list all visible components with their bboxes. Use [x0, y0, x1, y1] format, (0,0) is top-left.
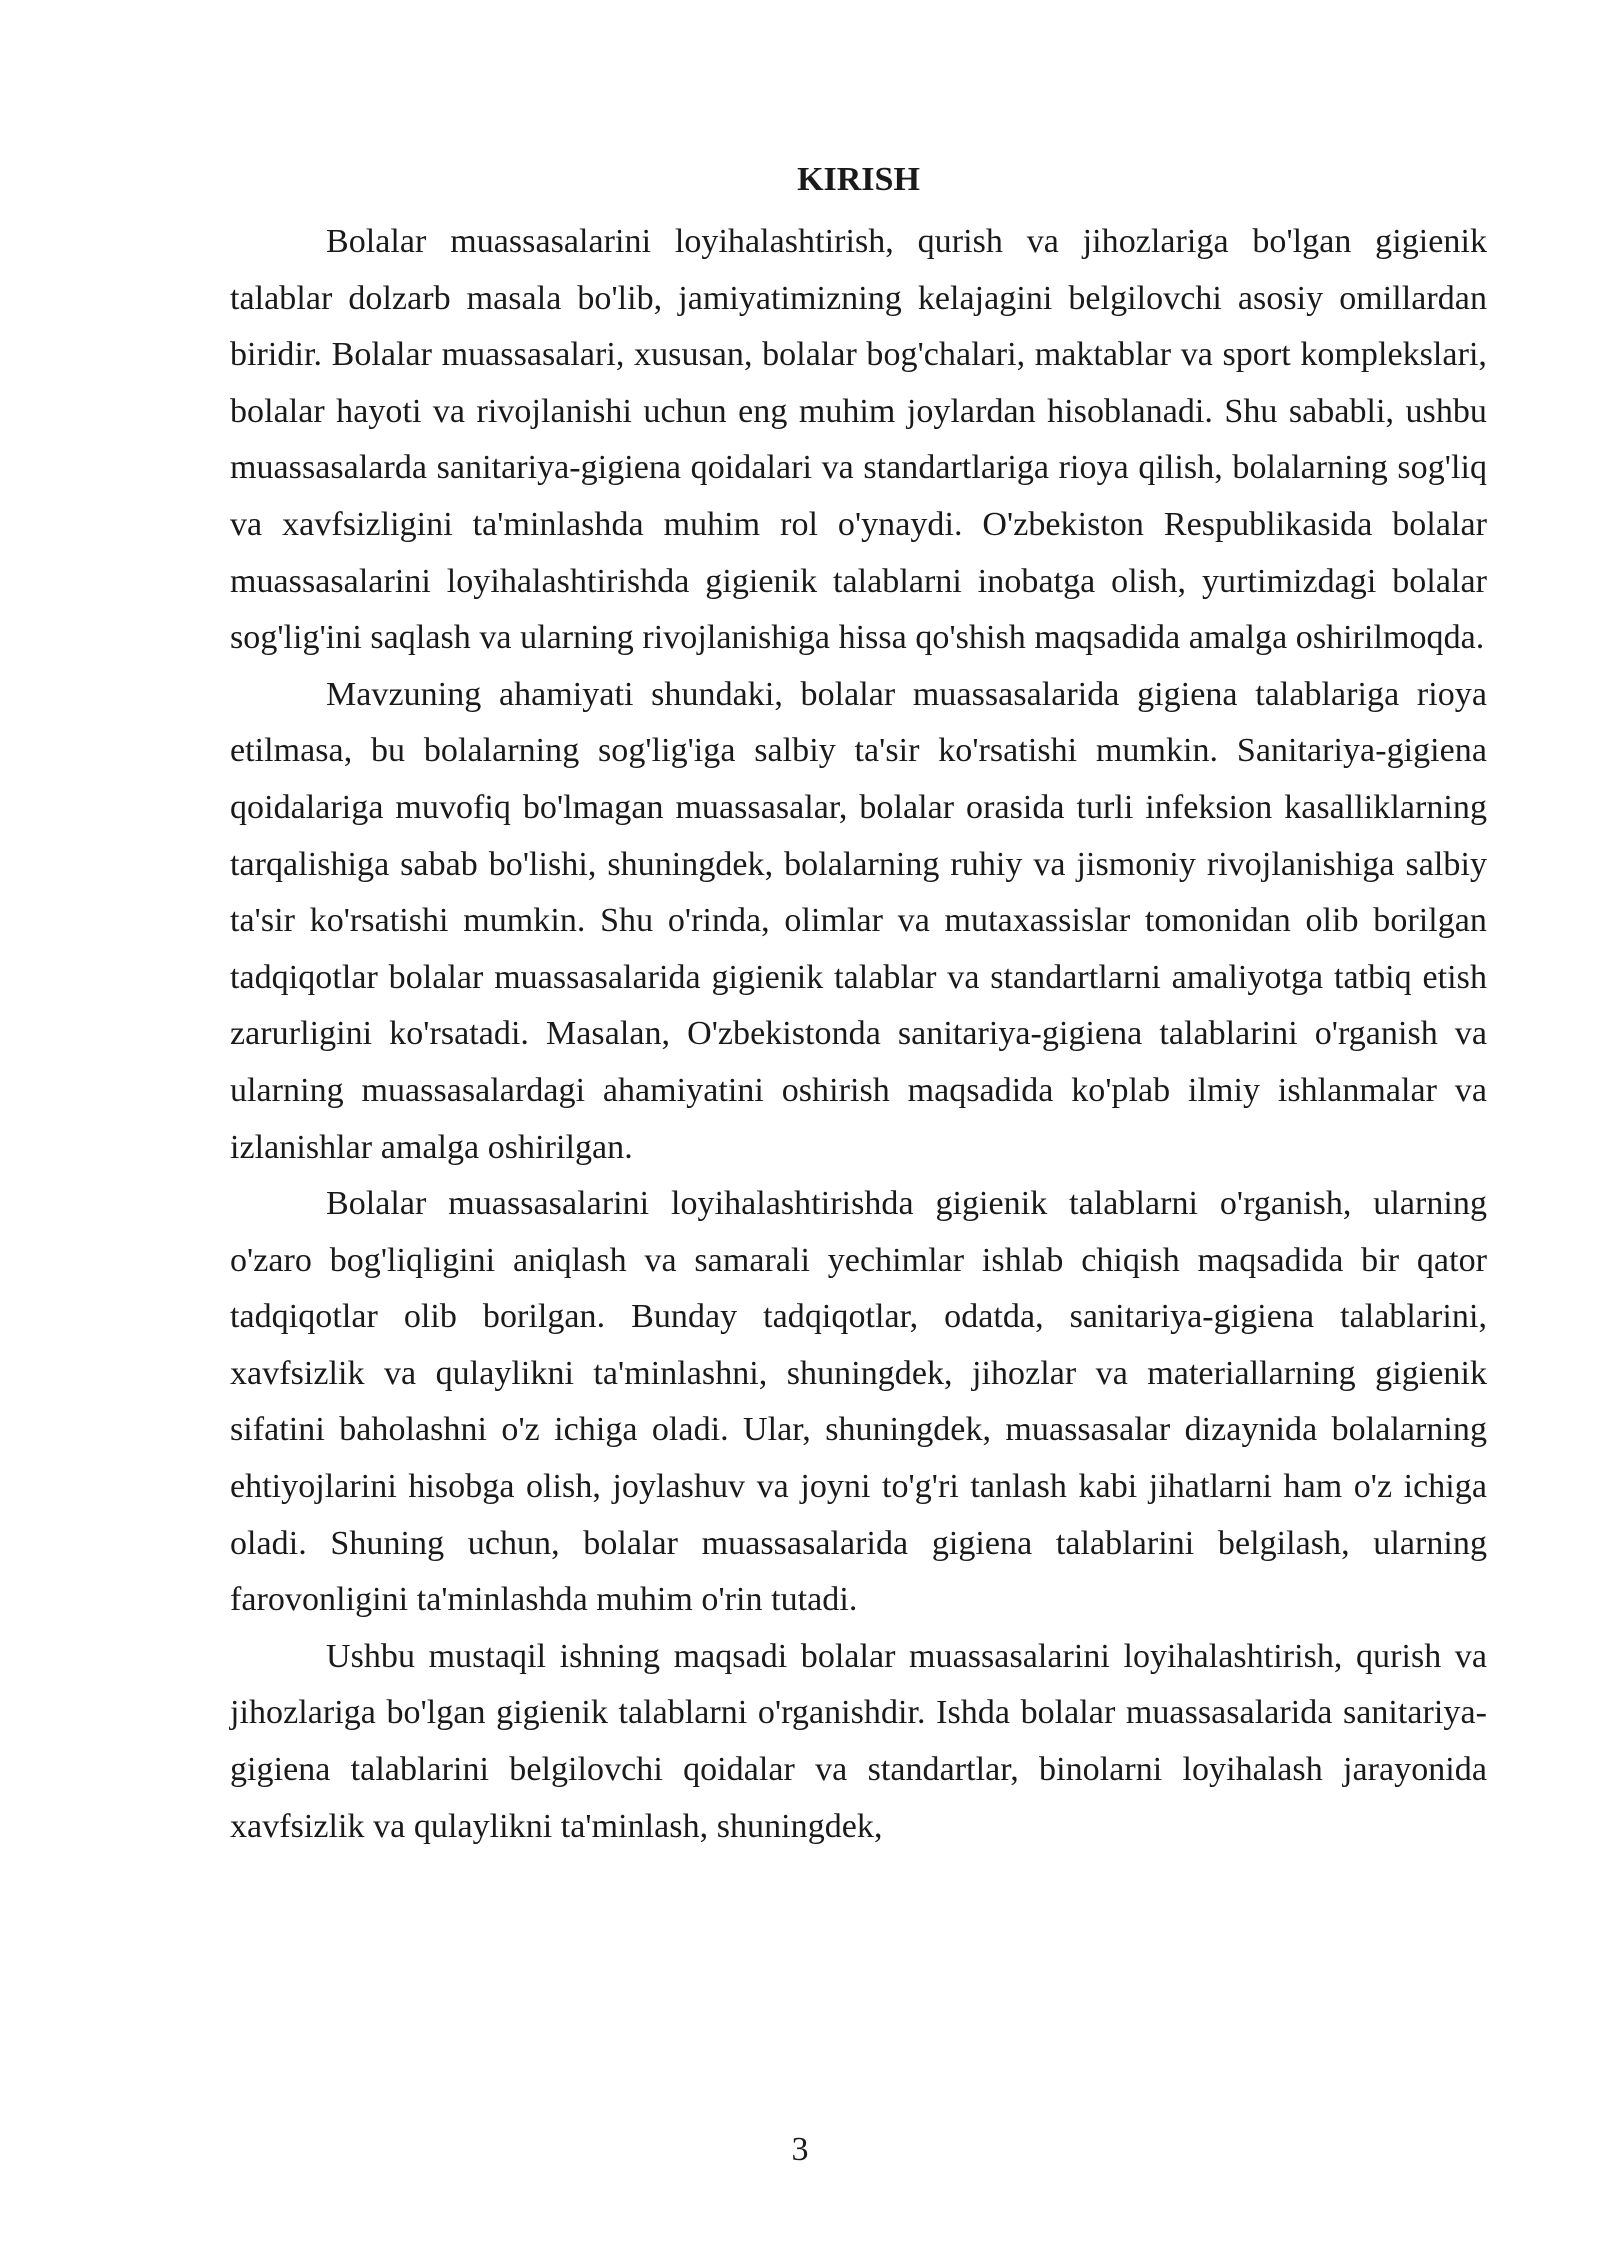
paragraph-4: Ushbu mustaqil ishning maqsadi bolalar muassasalarini loyihalashtirish, qurish va jihozlariga bo'lgan gigienik talablarni o'rganishdir. Ishda bolalar muassasalarida sanitariya-gigiena talablarini belgilovchi qoidalar va standartlar, binolarni loyihalash jarayonida xavfsizlik va qulaylikni ta'minlash, shuningdek,: [230, 1637, 1487, 1845]
paragraph-2: Mavzuning ahamiyati shundaki, bolalar muassasalarida gigiena talablariga rioya etilmasa, bu bolalarning sog'lig'iga salbiy ta'sir ko'rsatishi mumkin. Sanitariya-gigiena qoidalariga muvofiq bo'lmagan muassasalar, bolalar orasida turli infeksion kasalliklarning tarqalishiga sabab bo'lishi, shuningdek, bolalarning ruhiy va jismoniy rivojlanishiga salbiy ta'sir ko'rsatishi mumkin. Shu o'rinda, olimlar va mutaxassislar tomonidan olib borilgan tadqiqotlar bolalar muassasalarida gigienik talablar va standartlarni amaliyotga tatbiq etish zarurligini ko'rsatadi. Masalan, O'zbekistonda sanitariya-gigiena talablarini o'rganish va ularning muassasalardagi ahamiyatini oshirish maqsadida ko'plab ilmiy ishlanmalar va izlanishlar amalga oshirilgan.: [230, 675, 1487, 1166]
section-title: KIRISH: [797, 161, 920, 198]
paragraph-3: Bolalar muassasalarini loyihalashtirishda gigienik talablarni o'rganish, ularning o'zaro bog'liqligini aniqlash va samarali yechimlar ishlab chiqish maqsadida bir qator tadqiqotlar olib borilgan. Bunday tadqiqotlar, odatda, sanitariya-gigiena talablarini, xavfsizlik va qulaylikni ta'minlashni, shuningdek, jihozlar va materiallarning gigienik sifatini baholashni o'z ichiga oladi. Ular, shuningdek, muassasalar dizaynida bolalarning ehtiyojlarini hisobga olish, joylashuv va joyni to'g'ri tanlash kabi jihatlarni ham o'z ichiga oladi. Shuning uchun, bolalar muassasalarida gigiena talablarini belgilash, ularning farovonligini ta'minlashda muhim o'rin tutadi.: [230, 1185, 1487, 1619]
paragraph-1: Bolalar muassasalarini loyihalashtirish, qurish va jihozlariga bo'lgan gigienik talablar dolzarb masala bo'lib, jamiyatimizning kelajagini belgilovchi asosiy omillardan biridir. Bolalar muassasalari, xususan, bolalar bog'chalari, maktablar va sport komplekslari, bolalar hayoti va rivojlanishi uchun eng muhim joylardan hisoblanadi. Shu sababli, ushbu muassasalarda sanitariya-gigiena qoidalari va standartlariga rioya qilish, bolalarning sog'liq va xavfsizligini ta'minlashda muhim rol o'ynaydi. O'zbekiston Respublikasida bolalar muassasalarini loyihalashtirishda gigienik talablarni inobatga olish, yurtimizdagi bolalar sog'lig'ini saqlash va ularning rivojlanishiga hissa qo'shish maqsadida amalga oshirilmoqda.: [230, 223, 1487, 657]
document-page: [230, 160, 1487, 1855]
page-number: 3: [791, 2131, 809, 2168]
